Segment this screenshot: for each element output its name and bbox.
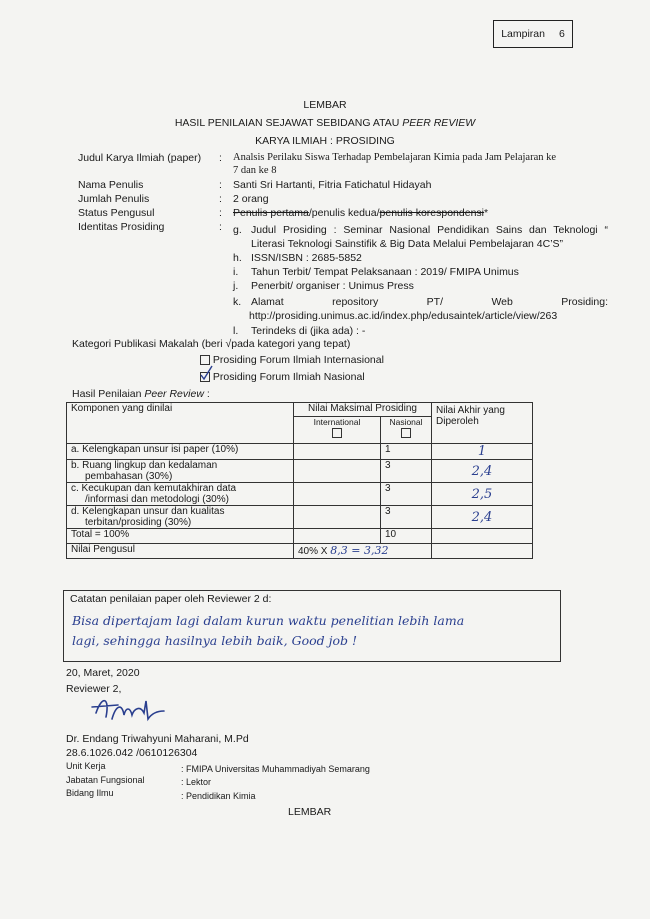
checkbox-nasional[interactable] xyxy=(200,372,210,382)
status-star: * xyxy=(484,207,489,219)
notes-label: Catatan penilaian paper oleh Reviewer 2 d: xyxy=(70,593,272,605)
akhir-cell xyxy=(432,444,533,460)
checkmark-icon xyxy=(199,365,213,381)
judul-label: Judul Karya Ilmiah (paper) xyxy=(78,152,202,164)
k-word-1: Alamat xyxy=(251,296,284,308)
signature-date: 20, Maret, 2020 xyxy=(66,667,140,679)
hasil-italic: Peer Review xyxy=(144,388,204,400)
nama-label: Nama Penulis xyxy=(78,179,144,191)
header-akhir-2: Diperoleh xyxy=(436,416,479,427)
colon: : xyxy=(219,179,222,191)
akhir-cell xyxy=(432,460,533,483)
k-word-5: Prosiding: xyxy=(561,296,608,308)
header-international xyxy=(294,417,381,444)
status-strike-2: penulis korespondensi xyxy=(379,207,485,219)
identitas-g-1: Judul Prosiding : Seminar Nasional Pendidikan Sains dan Teknologi “ xyxy=(251,224,608,236)
international-cell xyxy=(294,460,381,483)
judul-value-2: 7 dan ke 8 xyxy=(233,165,277,176)
signature-scribble-icon xyxy=(88,693,168,727)
checkbox-icon xyxy=(401,428,411,438)
colon: : xyxy=(219,207,222,219)
table-header-row xyxy=(67,403,533,417)
pengusul-value-cell xyxy=(294,544,432,559)
unit-label: Unit Kerja xyxy=(66,761,106,771)
komponen-cell xyxy=(67,483,294,506)
header-title xyxy=(0,117,650,129)
lampiran-label: Lampiran xyxy=(501,28,545,40)
nasional-cell: 1 xyxy=(381,444,432,460)
bidang-value: : Pendidikan Kimia xyxy=(181,791,256,801)
table-row xyxy=(67,460,533,483)
identitas-g-mark: g. xyxy=(233,224,242,236)
total-akhir-cell xyxy=(432,529,533,544)
signature-reviewer: Reviewer 2, xyxy=(66,683,122,695)
header-komponen: Komponen yang dinilai xyxy=(67,403,294,444)
identitas-h-mark: h. xyxy=(233,252,242,264)
notes-box xyxy=(63,590,561,662)
hasil-prefix: Hasil Penilaian xyxy=(72,388,145,400)
k-word-2: repository xyxy=(332,296,379,308)
header-lembar: LEMBAR xyxy=(303,99,347,111)
identitas-label: Identitas Prosiding xyxy=(78,221,165,233)
status-value xyxy=(233,207,488,219)
lampiran-box xyxy=(493,20,573,48)
colon: : xyxy=(219,152,222,164)
pengusul-formula: 40% X xyxy=(298,546,328,557)
akhir-value: 2,5 xyxy=(471,486,493,502)
nasional-cell: 3 xyxy=(381,506,432,529)
kategori-option-2-label: Prosiding Forum Ilmiah Nasional xyxy=(212,371,365,383)
international-cell xyxy=(294,506,381,529)
header-nasional-label: Nasional xyxy=(389,417,423,427)
akhir-value: 2,4 xyxy=(471,509,493,525)
lampiran-number: 6 xyxy=(558,28,565,40)
header-title-text: HASIL PENILAIAN SEJAWAT SEBIDANG ATAU xyxy=(174,117,403,129)
signature-name: Dr. Endang Triwahyuni Maharani, M.Pd xyxy=(66,733,249,745)
table-total-row xyxy=(67,529,533,544)
nasional-cell: 3 xyxy=(381,483,432,506)
status-label: Status Pengusul xyxy=(78,207,155,219)
total-international-cell xyxy=(294,529,381,544)
header-nilai-max: Nilai Maksimal Prosiding xyxy=(294,403,432,417)
identitas-i: Tahun Terbit/ Tempat Pelaksanaan : 2019/ FMIPA Unimus xyxy=(251,266,519,278)
unit-value: : FMIPA Universitas Muhammadiyah Semarang xyxy=(181,764,370,774)
identitas-k-line xyxy=(251,296,608,308)
notes-line-2: lagi, sehingga hasilnya lebih baik, Good job ! xyxy=(72,633,357,648)
komponen-text: c. Kecukupan dan kemutakhiran data xyxy=(71,483,237,494)
header-akhir-1: Nilai Akhir yang xyxy=(436,405,505,416)
jumlah-value: 2 orang xyxy=(233,193,269,205)
k-word-3: PT/ xyxy=(426,296,444,308)
k-word-4: Web xyxy=(491,296,513,308)
status-mid: /penulis kedua/ xyxy=(308,207,380,219)
jabatan-label: Jabatan Fungsional xyxy=(66,775,145,785)
komponen-text: d. Kelengkapan unsur dan kualitas xyxy=(71,506,225,517)
table-row xyxy=(67,444,533,460)
akhir-cell xyxy=(432,483,533,506)
akhir-value: 1 xyxy=(477,444,487,459)
jabatan-value: : Lektor xyxy=(181,777,212,787)
komponen-text: a. Kelengkapan unsur isi paper (10%) xyxy=(71,444,239,455)
table-row xyxy=(67,506,533,529)
komponen-text-2: pembahasan (30%) xyxy=(85,471,173,482)
notes-line-1: Bisa dipertajam lagi dalam kurun waktu penelitian lebih lama xyxy=(72,613,465,628)
table-row xyxy=(67,483,533,506)
score-table xyxy=(66,402,533,559)
akhir-value: 2,4 xyxy=(471,463,493,479)
kategori-title: Kategori Publikasi Makalah (beri √pada kategori yang tepat) xyxy=(72,338,351,350)
identitas-l: Terindeks di (jika ada) : - xyxy=(251,325,366,337)
header-international-label: International xyxy=(313,417,361,427)
judul-value-1: Analsis Perilaku Siswa Terhadap Pembelajaran Kimia pada Jam Pelajaran ke xyxy=(233,152,557,163)
komponen-cell xyxy=(67,506,294,529)
nasional-cell: 3 xyxy=(381,460,432,483)
identitas-h: ISSN/ISBN : 2685-5852 xyxy=(251,252,362,264)
status-strike-1: Penulis pertama xyxy=(233,207,309,219)
komponen-text: b. Ruang lingkup dan kedalaman xyxy=(71,460,218,471)
identitas-g-2: Literasi Teknologi Sainstifik & Big Data Melalui Pembelajaran 4C’S” xyxy=(251,238,564,250)
colon: : xyxy=(219,221,222,233)
identitas-k-mark: k. xyxy=(233,296,242,308)
hasil-suffix: : xyxy=(203,388,210,400)
komponen-cell xyxy=(67,460,294,483)
kategori-option-1-label: Prosiding Forum Ilmiah Internasional xyxy=(212,354,384,366)
identitas-j: Penerbit/ organiser : Unimus Press xyxy=(251,280,414,292)
header-title-italic: PEER REVIEW xyxy=(402,117,476,129)
checkbox-international[interactable] xyxy=(200,355,210,365)
komponen-cell xyxy=(67,444,294,460)
international-cell xyxy=(294,483,381,506)
kategori-option-2[interactable] xyxy=(200,371,365,383)
jumlah-label: Jumlah Penulis xyxy=(78,193,150,205)
akhir-cell xyxy=(432,506,533,529)
kategori-option-1[interactable] xyxy=(200,354,384,366)
colon: : xyxy=(219,193,222,205)
header-nasional xyxy=(381,417,432,444)
footer-lembar: LEMBAR xyxy=(288,806,332,818)
international-cell xyxy=(294,444,381,460)
identitas-k-url: http://prosiding.unimus.ac.id/index.php/edusaintek/article/view/263 xyxy=(249,310,558,322)
pengusul-hand: 8,3 = 3,32 xyxy=(330,544,389,557)
header-akhir xyxy=(432,403,533,444)
nama-value: Santi Sri Hartanti, Fitria Fatichatul Hidayah xyxy=(233,179,432,191)
total-value: 10 xyxy=(381,529,432,544)
table-pengusul-row xyxy=(67,544,533,559)
total-label: Total = 100% xyxy=(67,529,294,544)
komponen-text-2: terbitan/prosiding (30%) xyxy=(85,517,192,528)
identitas-j-mark: j. xyxy=(233,280,239,292)
identitas-l-mark: l. xyxy=(233,325,239,337)
bidang-label: Bidang Ilmu xyxy=(66,788,114,798)
identitas-i-mark: i. xyxy=(233,266,239,278)
pengusul-label: Nilai Pengusul xyxy=(67,544,294,559)
signature-nip: 28.6.1026.042 /0610126304 xyxy=(66,747,198,759)
pengusul-akhir-cell xyxy=(432,544,533,559)
hasil-label xyxy=(72,388,210,400)
checkbox-icon xyxy=(332,428,342,438)
header-subtitle: KARYA ILMIAH : PROSIDING xyxy=(255,135,395,147)
komponen-text-2: /informasi dan metodologi (30%) xyxy=(85,494,229,505)
